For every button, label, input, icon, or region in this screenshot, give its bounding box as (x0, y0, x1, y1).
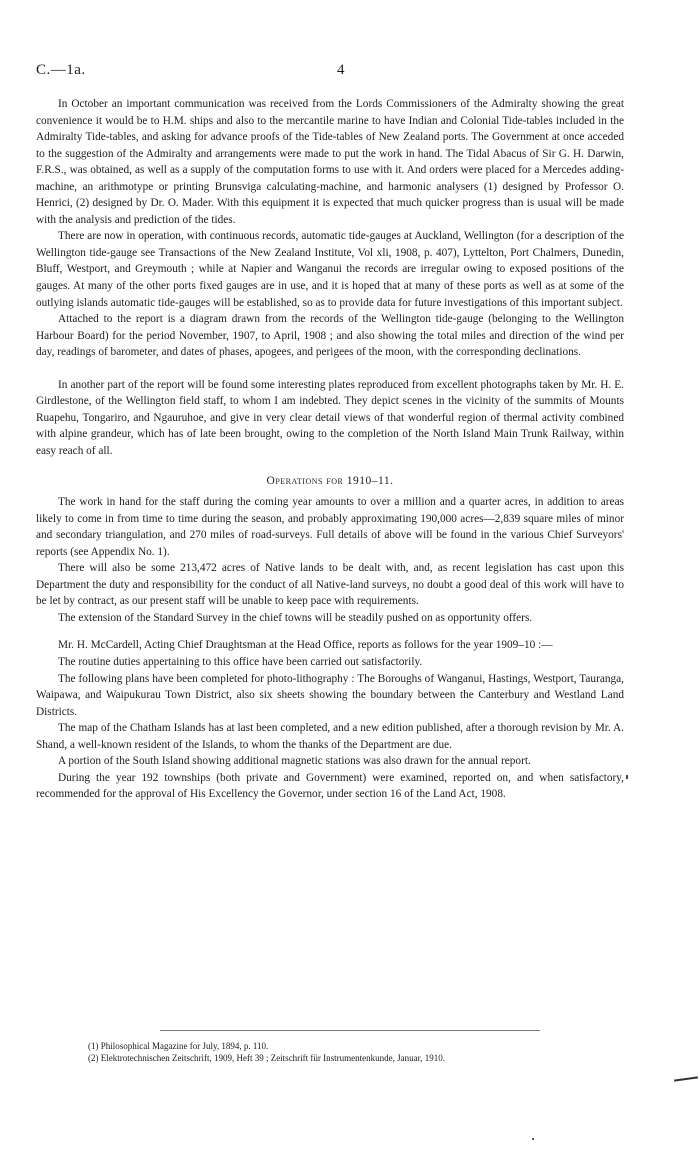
paragraph-chatham-islands: The map of the Chatham Islands has at last been completed, and a new edition published, after a thorough revision by Mr. A. Shand, a well-known resident of the Islands, to whom the thanks of the Department are due. (36, 722, 624, 751)
paragraph-tide-gauges: There are now in operation, with continuous records, automatic tide-gauges at Auckland, Wellington (for a description of the Wellington tide-gauge see Transactions of the New Zealand Institute, Vol xli, 1908, p. 407), Lyttelton, Port Chalmers, Dunedin, Bluff, Westport, and Greymouth ; while at Napier and Wanganui the records are irregular owing to exposed positions of the gauges. At many of the other ports fixed gauges are in use, and it is hoped that at many of these ports as well as at some of the outlying islands automatic tide-gauges will be established, so as to provide data for future investigations of this important subject. (36, 230, 624, 309)
footnote-divider (160, 1030, 540, 1031)
paragraph-standard-survey: The extension of the Standard Survey in the chief towns will be steadily pushed on as opportunity offers. (58, 611, 533, 624)
paragraph-plans-completed: The following plans have been completed for photo-lithography : The Boroughs of Wanganui, Hastings, Westport, Tauranga, Waipawa, and Waipukurau Town District, also six sheets showing the boundary between the Canterbury and Westland Land Districts. (36, 672, 624, 718)
paragraph-work-in-hand: The work in hand for the staff during the coming year amounts to over a million and a quarter acres, in addition to areas likely to come in from time to time during the season, and probably approximating 190,000 acres—2,839 square miles of minor and secondary triangulation, and 270 miles of road-surveys. Full details of above will be found in the various Chief Surveyors' reports (see Appendix No. 1). (36, 496, 624, 558)
footnote-2: (2) Elektrotechnischen Zeitschrift, 1909, Heft 39 ; Zeitschrift für Instrumentenkunde, Januar, 1910. (88, 1053, 446, 1063)
paragraph-native-lands: There will also be some 213,472 acres of Native lands to be dealt with, and, as recent legislation has cast upon this Department the duty and responsibility for the conduct of all Native-land surveys, no doubt a good deal of this work will have to be let by contract, as our present staff will be unable to keep pace with requirements. (36, 562, 624, 608)
paragraph-photographs: In another part of the report will be found some interesting plates reproduced from excellent photographs taken by Mr. H. E. Girdlestone, of the Wellington field staff, to whom I am indebted. They depict scenes in the vicinity of the summits of Mounts Ruapehu, Tongariro, and Ngauruhoe, and give in very clear detail views of that wonderful region of thermal activity combined with alpine grandeur, which has of late been brought, owing to the completion of the North Island Main Trunk Railway, within easy reach of all. (36, 378, 624, 457)
margin-mark (626, 775, 628, 779)
parliamentary-paper-reference: C.—1a. (36, 62, 86, 78)
paragraph-magnetic-stations: A portion of the South Island showing additional magnetic stations was also drawn for the annual report. (58, 755, 531, 768)
edge-mark (674, 1076, 698, 1081)
page-number: 4 (337, 62, 345, 78)
paragraph-wellington-diagram: Attached to the report is a diagram drawn from the records of the Wellington tide-gauge (belonging to the Wellington Harbour Board) for the period November, 1907, to April, 1908 ; and also showing the total miles and direction of the wind per day, readings of barometer, and dates of phases, apogees, and perigees of the moon, with the corresponding declinations. (36, 313, 624, 359)
paragraph-admiralty-tide-tables: In October an important communication was received from the Lords Commissioners of the Admiralty showing the great convenience it would be to H.M. ships and also to the mercantile marine to have Indian and Colonial Tide-tables included in the Admiralty Tide-tables, and asking for advance proofs of the Tide-tables of New Zealand ports. The Government at once acceded to the suggestion of the Admiralty and arrangements were made to put the work in hand. The Tidal Abacus of Sir G. H. Darwin, F.R.S., was obtained, as well as a supply of the computation forms to use with it. And orders were placed for a Mercedes adding-machine, an arithmotype or printing Brunsviga calculating-machine, and harmonic analysers (1) designed by Professor O. Henrici, (2) designed by Dr. O. Mader. With this equipment it is expected that much quicker progress than is usual will be made with the analysis and prediction of the tides. (36, 98, 624, 226)
paragraph-routine-duties: The routine duties appertaining to this office have been carried out satisfactorily. (58, 655, 423, 668)
report-body (36, 96, 624, 803)
scan-speck (532, 1138, 534, 1140)
paragraph-draughtsman-report: Mr. H. McCardell, Acting Chief Draughtsman at the Head Office, reports as follows for the year 1909–10 :— (58, 639, 553, 652)
footnotes (88, 1040, 648, 1064)
paragraph-townships: During the year 192 townships (both private and Government) were examined, reported on, and when satisfactory, recommended for the approval of His Excellency the Governor, under section 16 of the Land Act, 1908. (36, 771, 624, 801)
section-heading: Operations for 1910–11. (266, 475, 394, 488)
footnote-1: (1) Philosophical Magazine for July, 1894, p. 110. (88, 1041, 269, 1051)
